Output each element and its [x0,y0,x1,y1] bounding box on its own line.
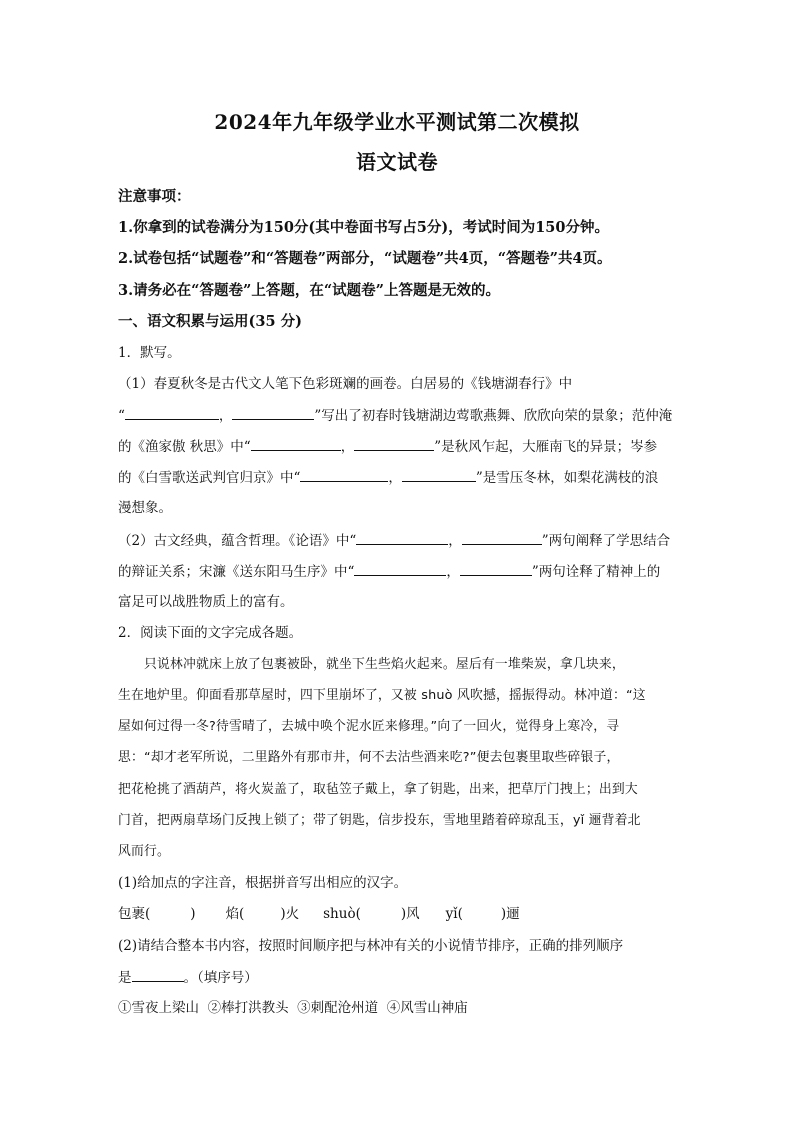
q1-part1-line2: “ ， ”写出了初春时钱塘湖边莺歌燕舞、欣欣向荣的景象；范仲淹 [118,405,678,426]
answer-blank[interactable] [354,436,434,451]
section-heading: 一、语文积累与运用(35 分) [118,313,302,330]
q2-sub1: (1)给加点的字注音，根据拼音写出相应的汉字。 [118,875,408,891]
passage-line: 门首，把两扇草场门反拽上锁了；带了钥匙，信步投东，雪地里踏着碎琼乱玉，yǐ 逦背着北 [118,813,641,828]
answer-blank[interactable] [356,530,448,545]
q1-part1-line3: 的《渔家傲 秋思》中“ ， ”是秋风乍起，大雁南飞的异景；岑参 [118,436,678,457]
q1-part1-line1: （1）春夏秋冬是古代文人笔下色彩斑斓的画卷。白居易的《钱塘湖春行》中 [118,376,573,392]
answer-blank[interactable] [232,405,314,420]
passage-line: 风而行。 [118,844,170,859]
q2-sub2-answer-line: 是 。（填序号） [118,967,678,988]
question-2-label: 2．阅读下面的文字完成各题。 [118,625,303,641]
exam-subtitle: 语文试卷 [356,150,438,174]
notice-item-2: 2.试卷包括“试题卷”和“答题卷”两部分，“试题卷”共4页，“答题卷”共4页。 [118,250,612,267]
q1-part1-line5: 漫想象。 [118,500,172,516]
notice-item-1: 1.你拿到的试卷满分为150分(其中卷面书写占5分)，考试时间为150分钟。 [118,219,609,236]
answer-blank[interactable] [462,530,542,545]
question-1-label: 1．默写。 [118,345,181,361]
passage-line: 把花枪挑了酒葫芦，将火炭盖了，取毡笠子戴上，拿了钥匙，出来，把草厅门拽上；出到大 [118,782,638,797]
passage-line: 只说林冲就床上放了包裹被卧，就坐下生些焰火起来。屋后有一堆柴炭，拿几块来， [144,657,625,672]
plot-options: ①雪夜上梁山 ②棒打洪教头 ③刺配沧州道 ④风雪山神庙 [118,1000,468,1016]
q1-part1-line4: 的《白雪歌送武判官归京》中“ ， ”是雪压冬林，如梨花满枝的浪 [118,467,678,488]
q2-fill-line: 包裹( ) 焰( )火 shuò( )风 yǐ( )逦 [118,906,520,922]
passage-line: 屋如何过得一冬?待雪晴了，去城中唤个泥水匠来修理。”向了一回火，觉得身上寒冷，寻 [118,719,620,734]
answer-blank[interactable] [251,436,341,451]
answer-blank[interactable] [125,405,219,420]
passage-line: 思：“却才老军所说，二里路外有那市井，何不去沽些酒来吃?”便去包裹里取些碎银子， [118,750,620,765]
q1-part2-line3: 富足可以战胜物质上的富有。 [118,594,294,610]
answer-blank[interactable] [300,467,388,482]
q1-part2-line1: （2）古文经典，蕴含哲理。《论语》中“ ， ”两句阐释了学思结合 [118,530,678,551]
answer-blank[interactable] [460,561,532,576]
answer-blank[interactable] [402,467,476,482]
notice-item-3: 3.请务必在“答题卷”上答题，在“试题卷”上答题是无效的。 [118,282,500,299]
passage-line: 生在地炉里。仰面看那草屋时，四下里崩坏了，又被 shuò 风吹撼，摇振得动。林冲道：“这 [118,688,646,703]
q2-sub2: (2)请结合整本书内容，按照时间顺序把与林冲有关的小说情节排序，正确的排列顺序 [118,938,624,954]
q1-part2-line2: 的辩证关系；宋濂《送东阳马生序》中“ ， ”两句诠释了精神上的 [118,561,678,582]
exam-title: 2024年九年级学业水平测试第二次模拟 [214,110,580,134]
answer-blank[interactable] [354,561,446,576]
answer-blank[interactable] [132,967,184,982]
notice-heading: 注意事项： [118,188,191,205]
